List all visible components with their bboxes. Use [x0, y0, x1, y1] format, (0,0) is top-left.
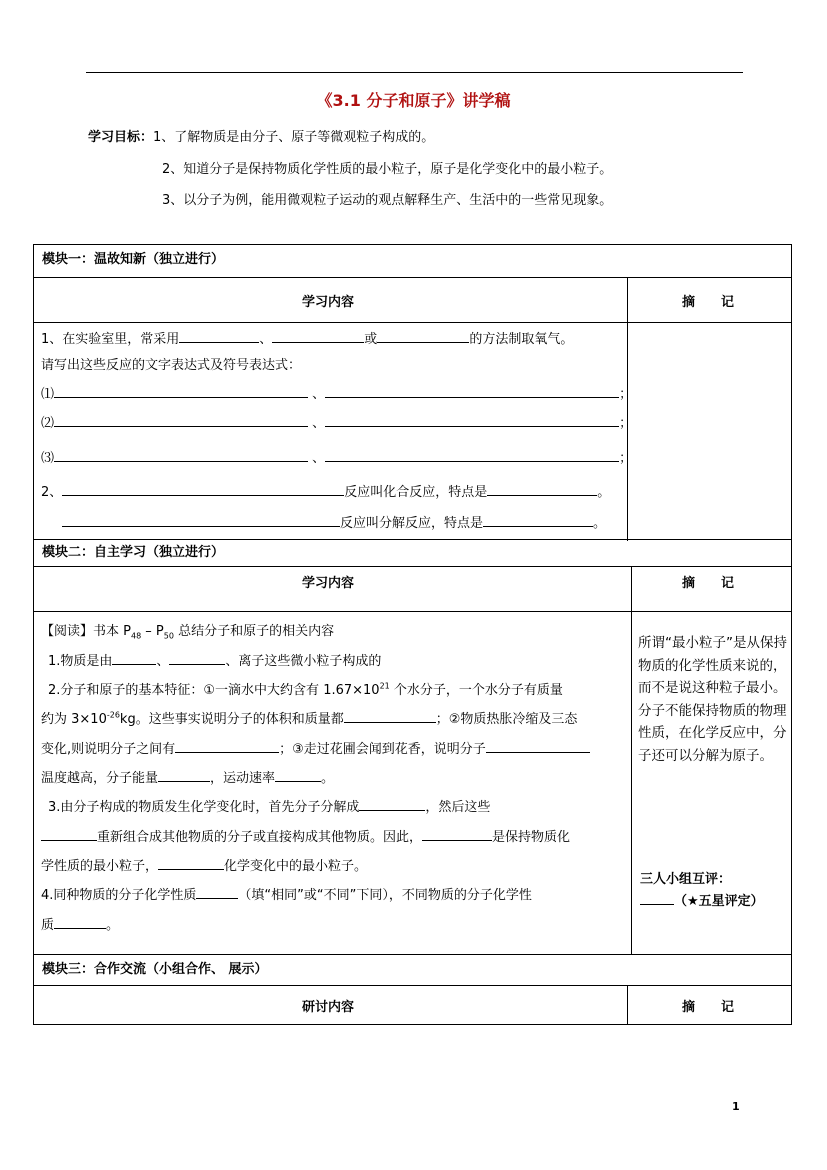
m2-p3-line2	[41, 826, 570, 845]
p2-a: 2.分子和原子的基本特征：①一滴水中大约含有 1.67×10	[48, 683, 380, 698]
blank[interactable]	[359, 797, 425, 811]
module1-col-notes: 摘 记	[682, 295, 735, 310]
row-num: ⑶	[41, 451, 55, 466]
read-a: 【阅读】书本 P	[41, 624, 131, 639]
m1-q1	[41, 328, 573, 347]
p4-a: 4.同种物质的分子化学性质	[41, 888, 197, 903]
blank[interactable]	[487, 482, 597, 496]
module3-header: 模块三：合作交流（小组合作、 展示）	[42, 962, 268, 977]
m2-p2-line4	[41, 767, 334, 786]
p3-c: 重新组合成其他物质的分子或直接构成其他物质。因此，	[97, 830, 423, 845]
goal-1-text: 1、了解物质是由分子、原子等微观粒子构成的。	[153, 130, 435, 145]
peer-review-rating	[640, 890, 764, 909]
blank[interactable]	[377, 329, 469, 343]
read-b: – P	[141, 624, 164, 639]
m2-p3-line1	[48, 796, 490, 815]
p2-sup2: -26	[106, 710, 120, 720]
m2-read	[41, 620, 334, 641]
blank[interactable]	[325, 413, 619, 427]
p2-b: 个水分子，一个水分子有质量	[389, 683, 563, 698]
divider	[33, 322, 792, 323]
margin-note: 所谓“最小粒子”是从保持物质的化学性质来说的，而不是说这种粒子最小。分子不能保持物质的物理性质，在化学反应中，分子还可以分解为原子。	[638, 635, 787, 764]
blank[interactable]	[325, 384, 619, 398]
blank[interactable]	[169, 651, 225, 665]
p2-i: ，运动速率	[210, 771, 276, 786]
p3-f: 化学变化中的最小粒子。	[224, 859, 368, 874]
divider	[33, 985, 792, 986]
divider	[33, 954, 792, 955]
period: 。	[597, 485, 611, 500]
m1-q2-b	[62, 512, 606, 531]
m2-p4-line2	[41, 914, 119, 933]
m1-q1-text-a: 1、在实验室里，常采用	[41, 332, 180, 347]
period: 。	[593, 516, 607, 531]
sep: 、	[312, 387, 326, 402]
p4-c: 质	[41, 918, 55, 933]
goal-3: 3、以分子为例，能用微观粒子运动的观点解释生产、生活中的一些常见现象。	[162, 193, 613, 208]
module3-col-content: 研讨内容	[302, 1000, 355, 1015]
p2-d: kg。这些事实说明分子的体积和质量都	[119, 712, 344, 727]
sep: 、	[312, 416, 326, 431]
page-number: 1	[732, 1100, 740, 1113]
m2-p2-line1	[48, 679, 563, 698]
m1-q2-a	[41, 481, 610, 500]
goals-label: 学习目标：	[88, 130, 154, 145]
peer-review-stars: （★五星评定）	[674, 894, 764, 909]
module1-header: 模块一：温故知新（独立进行）	[42, 252, 225, 267]
blank[interactable]	[486, 739, 590, 753]
divider	[33, 611, 792, 612]
m2-p1	[48, 650, 381, 669]
p2-g: ；③走过花圃会闻到花香，说明分子	[279, 742, 486, 757]
blank[interactable]	[41, 827, 97, 841]
p3-d: 是保持物质化	[492, 830, 571, 845]
m1-q1-or: 或	[364, 332, 378, 347]
p3-e: 学性质的最小粒子，	[41, 859, 159, 874]
blank[interactable]	[275, 768, 321, 782]
row-num: ⑵	[41, 416, 55, 431]
module2-col-notes: 摘 记	[682, 576, 735, 591]
semi: ；	[619, 387, 633, 402]
blank[interactable]	[158, 768, 210, 782]
blank[interactable]	[158, 856, 224, 870]
p1-a: 1.物质是由	[48, 654, 113, 669]
blank[interactable]	[54, 413, 308, 427]
semi: ；	[619, 416, 633, 431]
p2-c: 约为 3×10	[41, 712, 107, 727]
blank[interactable]	[483, 513, 593, 527]
m2-p2-line3	[41, 738, 590, 757]
p2-e: ；②物质热胀冷缩及三态	[435, 712, 578, 727]
peer-review-label: 三人小组互评：	[640, 872, 732, 887]
p4-d: 。	[106, 918, 120, 933]
p2-f: 变化,则说明分子之间有	[41, 742, 176, 757]
goal-2: 2、知道分子是保持物质化学性质的最小粒子，原子是化学变化中的最小粒子。	[162, 162, 613, 177]
column-divider	[627, 985, 628, 1024]
divider	[33, 277, 792, 278]
m1-q1-sep: 、	[259, 332, 273, 347]
blank[interactable]	[62, 513, 340, 527]
module2-col-content: 学习内容	[302, 576, 355, 591]
column-divider	[631, 566, 632, 954]
column-divider	[627, 277, 628, 541]
p4-b: （填“相同”或“不同”下同），不同物质的分子化学性	[238, 888, 532, 903]
page-title: 《3.1 分子和原子》讲学稿	[316, 91, 511, 110]
blank[interactable]	[640, 891, 674, 905]
module2-header: 模块二：自主学习（独立进行）	[42, 545, 225, 560]
blank[interactable]	[325, 448, 619, 462]
blank[interactable]	[272, 329, 364, 343]
m2-p3-line3	[41, 855, 367, 874]
p1-c: 、离子这些微小粒子构成的	[225, 654, 382, 669]
m1-row2	[41, 412, 632, 431]
p3-b: ，然后这些	[425, 800, 491, 815]
blank[interactable]	[175, 739, 279, 753]
q-num: 2、	[41, 485, 63, 500]
module3-col-notes: 摘 记	[682, 1000, 735, 1015]
read-sub1: 48	[130, 631, 142, 641]
m2-p4-line1	[41, 884, 532, 903]
p2-h: 温度越高，分子能量	[41, 771, 159, 786]
divider	[33, 566, 792, 567]
row-num: ⑴	[41, 387, 55, 402]
m2-p2-line2	[41, 708, 577, 727]
divider	[33, 539, 792, 540]
blank[interactable]	[54, 448, 308, 462]
m1-q1-line2: 请写出这些反应的文字表达式及符号表达式：	[41, 358, 302, 373]
sep: 、	[312, 451, 326, 466]
read-c: 总结分子和原子的相关内容	[173, 624, 335, 639]
blank[interactable]	[54, 384, 308, 398]
p2-sup1: 21	[379, 681, 390, 691]
p3-a: 3.由分子构成的物质发生化学变化时，首先分子分解成	[48, 800, 360, 815]
read-sub2: 50	[163, 631, 174, 641]
m1-row1	[41, 383, 632, 402]
top-rule	[86, 72, 743, 73]
p1-b: 、	[156, 654, 170, 669]
semi: ；	[619, 451, 633, 466]
blank[interactable]	[54, 915, 106, 929]
m1-q1-end: 的方法制取氧气。	[469, 332, 574, 347]
m1-q2-text-b: 反应叫分解反应，特点是	[340, 516, 484, 531]
blank[interactable]	[179, 329, 259, 343]
blank[interactable]	[62, 482, 344, 496]
p2-j: 。	[321, 771, 335, 786]
blank[interactable]	[112, 651, 156, 665]
blank[interactable]	[344, 709, 436, 723]
goal-1	[88, 126, 434, 145]
module1-col-content: 学习内容	[302, 295, 355, 310]
blank[interactable]	[196, 885, 238, 899]
m1-row3	[41, 447, 632, 466]
blank[interactable]	[422, 827, 492, 841]
m1-q2-text-a: 反应叫化合反应，特点是	[344, 485, 488, 500]
